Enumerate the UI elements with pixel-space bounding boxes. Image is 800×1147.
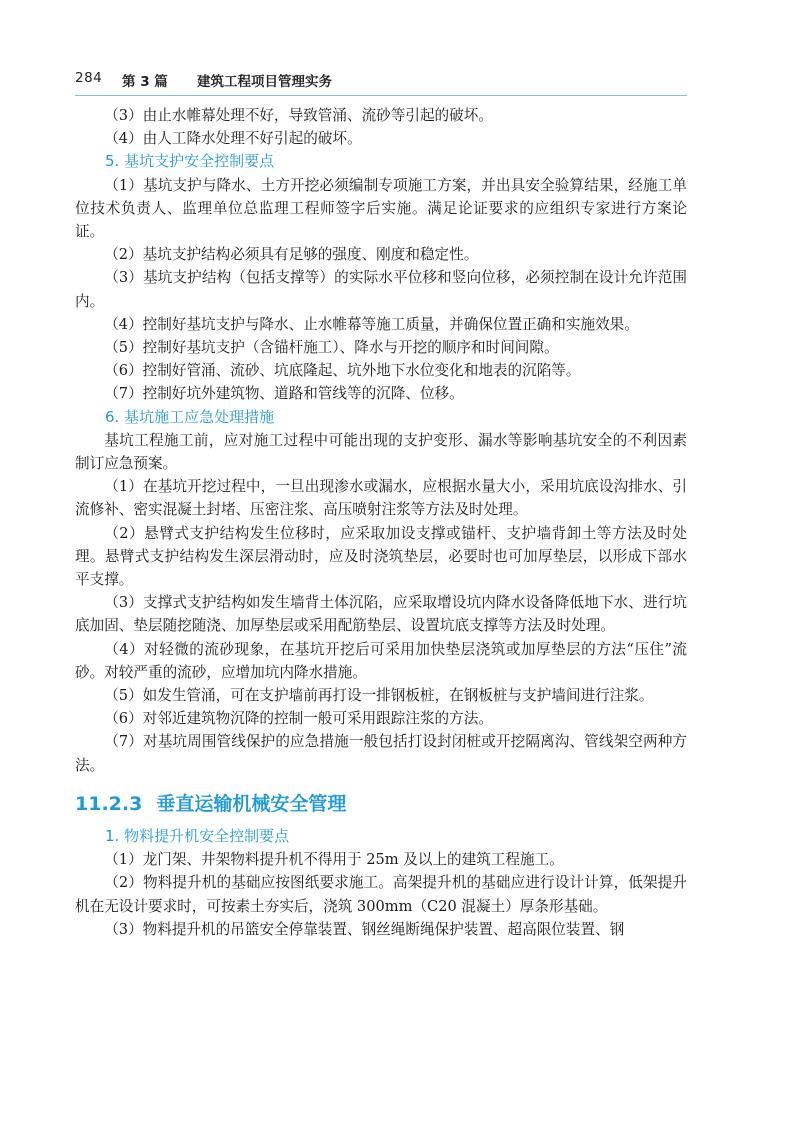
paragraph: （5）如发生管涌，可在支护墙前再打设一排钢板桩，在钢板桩与支护墙间进行注浆。 — [104, 687, 654, 705]
section-title: 垂直运输机械安全管理 — [156, 792, 347, 815]
section-number: 11.2.3 — [75, 792, 143, 815]
paragraph: （7）控制好坑外建筑物、道路和管线等的沉降、位移。 — [104, 385, 464, 403]
paragraph: （1）基坑支护与降水、土方开挖必须编制专项施工方案，并出具安全验算结果，经施工单位技术负责人、监理单位总监理工程师签字后实施。满足论证要求的应组织专家进行方案论证。 — [75, 176, 687, 241]
paragraph: （2）物料提升机的基础应按图纸要求施工。高架提升机的基础应进行设计计算，低架提升机在无设计要求时，可按素土夯实后，浇筑 300mm（C20 混凝土）厚条形基础。 — [75, 874, 687, 915]
paragraph: （4）对轻微的流砂现象，在基坑开挖后可采用加快垫层浇筑或加厚垫层的方法“压住”流砂。对较严重的流砂，应增加坑内降水措施。 — [75, 640, 687, 681]
header-rule — [75, 95, 687, 96]
paragraph: （5）控制好基坑支护（含锚杆施工）、降水与开挖的顺序和时间间隙。 — [104, 339, 559, 357]
paragraph: （2）基坑支护结构必须具有足够的强度、刚度和稳定性。 — [104, 246, 479, 264]
part-label: 第 3 篇 — [122, 74, 168, 90]
page-body — [75, 104, 687, 941]
paragraph: （1）在基坑开挖过程中，一旦出现渗水或漏水，应根据水量大小，采用坑底设沟排水、引流修补、密实混凝土封堵、压密注浆、高压喷射注浆等方法及时处理。 — [75, 478, 687, 519]
paragraph: （4）控制好基坑支护与降水、止水帷幕等施工质量，并确保位置正确和实施效果。 — [104, 315, 639, 333]
section-heading: 1. 物料提升机安全控制要点 — [105, 826, 290, 845]
paragraph: （6）对邻近建筑物沉降的控制一般可采用跟踪注浆的方法。 — [104, 710, 493, 728]
paragraph: （7）对基坑周围管线保护的应急措施一般包括打设封闭桩或开挖隔离沟、管线架空两种方法。 — [75, 733, 687, 774]
section-heading: 6. 基坑施工应急处理措施 — [105, 407, 275, 426]
page-header — [75, 68, 687, 90]
paragraph: （1）龙门架、井架物料提升机不得用于 25m 及以上的建筑工程施工。 — [104, 851, 564, 869]
section-heading: 5. 基坑支护安全控制要点 — [105, 152, 275, 171]
paragraph: （3）物料提升机的吊篮安全停靠装置、钢丝绳断绳保护装置、超高限位装置、钢 — [104, 920, 625, 938]
paragraph: （4）由人工降水处理不好引起的破坏。 — [104, 130, 362, 148]
paragraph: （3）支撑式支护结构如发生墙背土体沉陷，应采取增设坑内降水设备降低地下水、进行坑底加固、垫层随挖随浇、加厚垫层或采用配筋垫层、设置坑底支撑等方法及时处理。 — [75, 594, 687, 635]
paragraph: （3）由止水帷幕处理不好，导致管涌、流砂等引起的破坏。 — [104, 107, 493, 124]
book-title: 建筑工程项目管理实务 — [197, 74, 332, 90]
paragraph: （2）悬臂式支护结构发生位移时，应采取加设支撑或锚杆、支护墙背卸土等方法及时处理。悬臂式支护结构发生深层滑动时，应及时浇筑垫层，必要时也可加厚垫层，以形成下部水平支撑。 — [75, 524, 687, 589]
page-number: 284 — [75, 70, 103, 86]
paragraph: 基坑工程施工前，应对施工过程中可能出现的支护变形、漏水等影响基坑安全的不利因素制订应急预案。 — [75, 431, 687, 473]
paragraph: （3）基坑支护结构（包括支撑等）的实际水平位移和竖向位移，必须控制在设计允许范围内。 — [75, 269, 687, 310]
chapter-section-heading — [75, 791, 687, 817]
paragraph: （6）控制好管涌、流砂、坑底隆起、坑外地下水位变化和地表的沉陷等。 — [104, 362, 581, 380]
